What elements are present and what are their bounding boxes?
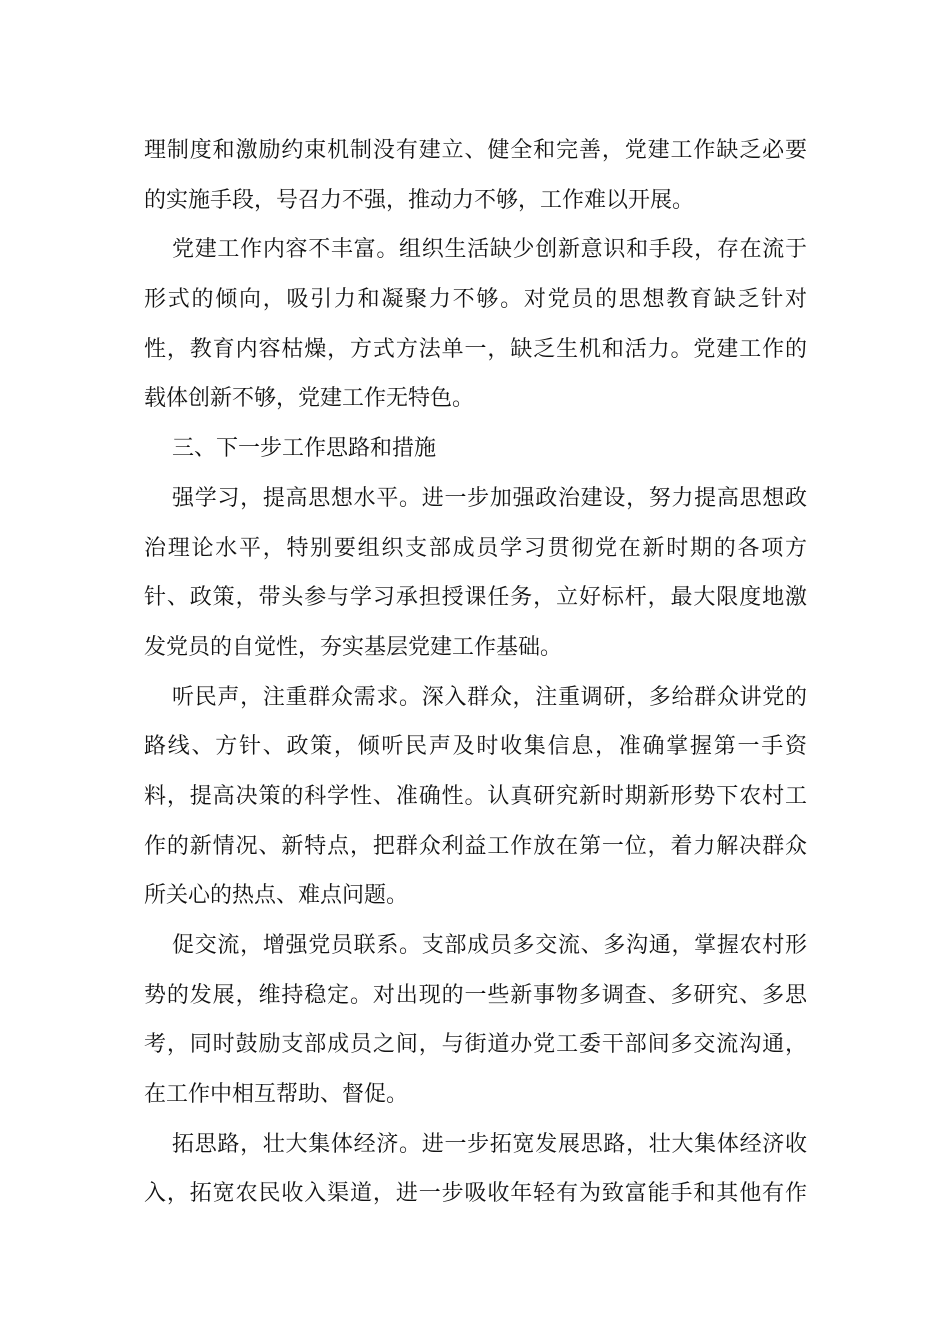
paragraph-first-line: 促交流，增强党员联系。支部成员多交流、多沟通，掌握农村形 xyxy=(172,933,807,958)
text-line: 载体创新不够，党建工作无特色。 xyxy=(144,386,475,412)
text-line: 路线、方针、政策，倾听民声及时收集信息，准确掌握第一手资 xyxy=(144,734,807,760)
text-line: 理制度和激励约束机制没有建立、健全和完善，党建工作缺乏必要 xyxy=(144,138,807,163)
text-line: 治理论水平，特别要组织支部成员学习贯彻党在新时期的各项方 xyxy=(144,535,807,561)
paragraph-first-line: 党建工作内容不丰富。组织生活缺少创新意识和手段，存在流于 xyxy=(172,237,807,263)
text-line: 形式的倾向，吸引力和凝聚力不够。对党员的思想教育缺乏针对 xyxy=(144,287,807,313)
text-line: 考，同时鼓励支部成员之间，与街道办党工委干部间多交流沟通， xyxy=(144,1032,807,1058)
paragraph-first-line: 听民声，注重群众需求。深入群众，注重调研，多给群众讲党的 xyxy=(172,684,807,710)
section-heading: 三、下一步工作思路和措施 xyxy=(172,436,437,462)
paragraph-first-line: 强学习，提高思想水平。进一步加强政治建设，努力提高思想政 xyxy=(172,485,807,511)
text-line: 作的新情况、新特点，把群众利益工作放在第一位，着力解决群众 xyxy=(144,833,807,859)
text-line: 在工作中相互帮助、督促。 xyxy=(144,1082,409,1108)
text-line: 发党员的自觉性，夯实基层党建工作基础。 xyxy=(144,634,563,660)
text-line: 性，教育内容枯燥，方式方法单一，缺乏生机和活力。党建工作的 xyxy=(144,336,807,362)
text-line: 料，提高决策的科学性、准确性。认真研究新时期新形势下农村工 xyxy=(144,783,807,809)
text-line: 所关心的热点、难点问题。 xyxy=(144,883,409,909)
text-line: 的实施手段，号召力不强，推动力不够，工作难以开展。 xyxy=(144,187,695,213)
text-line: 入，拓宽农民收入渠道，进一步吸收年轻有为致富能手和其他有作 xyxy=(144,1181,807,1207)
text-line: 针、政策，带头参与学习承担授课任务，立好标杆，最大限度地激 xyxy=(144,585,807,611)
text-line: 势的发展，维持稳定。对出现的一些新事物多调查、多研究、多思 xyxy=(144,982,807,1008)
document-body xyxy=(144,126,807,1219)
paragraph-first-line: 拓思路，壮大集体经济。进一步拓宽发展思路，壮大集体经济收 xyxy=(172,1131,807,1157)
